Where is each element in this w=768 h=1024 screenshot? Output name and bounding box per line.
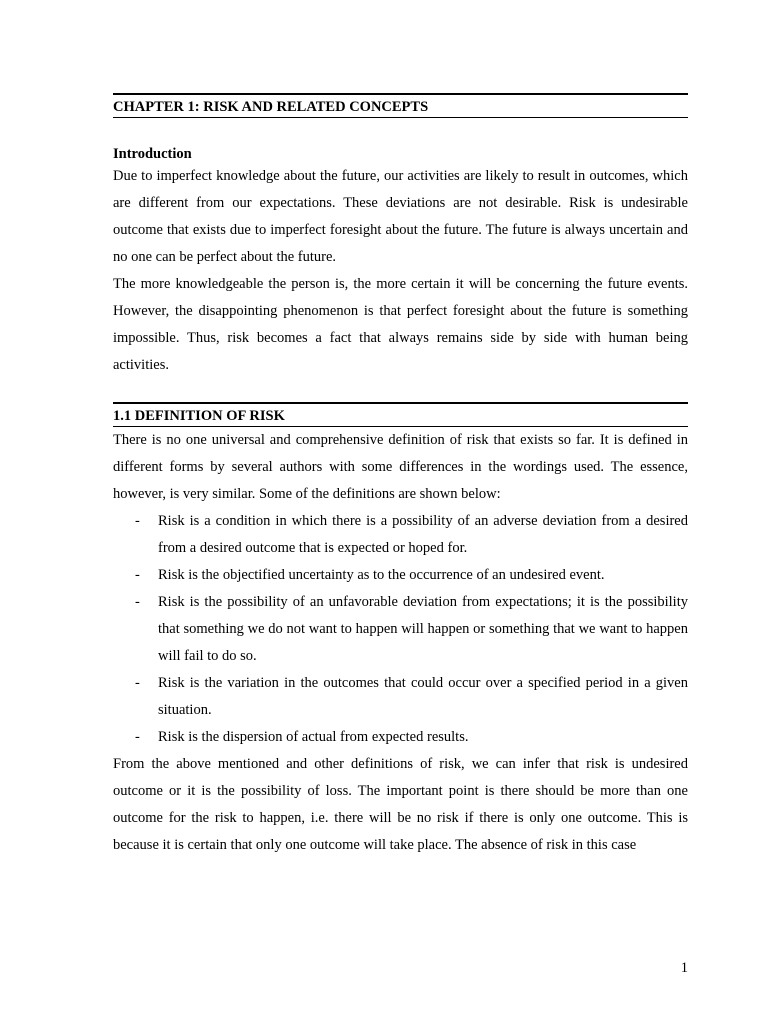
bullet-dash: - [135, 729, 140, 745]
bullet-dash: - [135, 594, 140, 610]
page-number: 1 [680, 960, 688, 976]
list-item [113, 670, 688, 724]
list-item [113, 508, 688, 562]
bullet-dash: - [135, 567, 140, 583]
introduction-paragraph-1: Due to imperfect knowledge about the future, our activities are likely to result in outcomes, which are different from our expectations. These deviations are not desirable. Risk is undesirable outcome that exists due to imperfect foresight about the future. The future is always uncertain and no one can be perfect about the future. [113, 168, 688, 265]
document-page [113, 93, 688, 859]
introduction-heading: Introduction [113, 146, 192, 162]
list-item [113, 589, 688, 670]
list-item [113, 562, 688, 589]
list-item [113, 724, 688, 751]
definition-intro-paragraph: There is no one universal and comprehensive definition of risk that exists so far. It is defined in different forms by several authors with some differences in the wordings used. The essence, however, is very similar. Some of the definitions are shown below: [113, 432, 688, 502]
bullet-dash: - [135, 513, 140, 529]
chapter-heading: CHAPTER 1: RISK AND RELATED CONCEPTS [113, 93, 688, 118]
definition-list [113, 508, 688, 751]
definition-text: Risk is the dispersion of actual from expected results. [158, 729, 469, 745]
definition-heading: 1.1 DEFINITION OF RISK [113, 402, 688, 427]
definition-text: Risk is the variation in the outcomes that could occur over a specified period in a given situation. [158, 675, 688, 718]
definition-text: Risk is the objectified uncertainty as to the occurrence of an undesired event. [158, 567, 605, 583]
bullet-dash: - [135, 675, 140, 691]
introduction-paragraph-2: The more knowledgeable the person is, the more certain it will be concerning the future events. However, the disappointing phenomenon is that perfect foresight about the future is something impossible. Thus, risk becomes a fact that always remains side by side with human being activities. [113, 276, 688, 373]
definition-text: Risk is the possibility of an unfavorable deviation from expectations; it is the possibility that something we do not want to happen will happen or something that we want to happen will fail to do so. [158, 594, 688, 664]
inference-paragraph: From the above mentioned and other definitions of risk, we can infer that risk is undesired outcome or it is the possibility of loss. The important point is there should be more than one outcome for the risk to happen, i.e. there will be no risk if there is only one outcome. This is because it is certain that only one outcome will take place. The absence of risk in this case [113, 756, 688, 853]
definition-text: Risk is a condition in which there is a possibility of an adverse deviation from a desired from a desired outcome that is expected or hoped for. [158, 513, 688, 556]
